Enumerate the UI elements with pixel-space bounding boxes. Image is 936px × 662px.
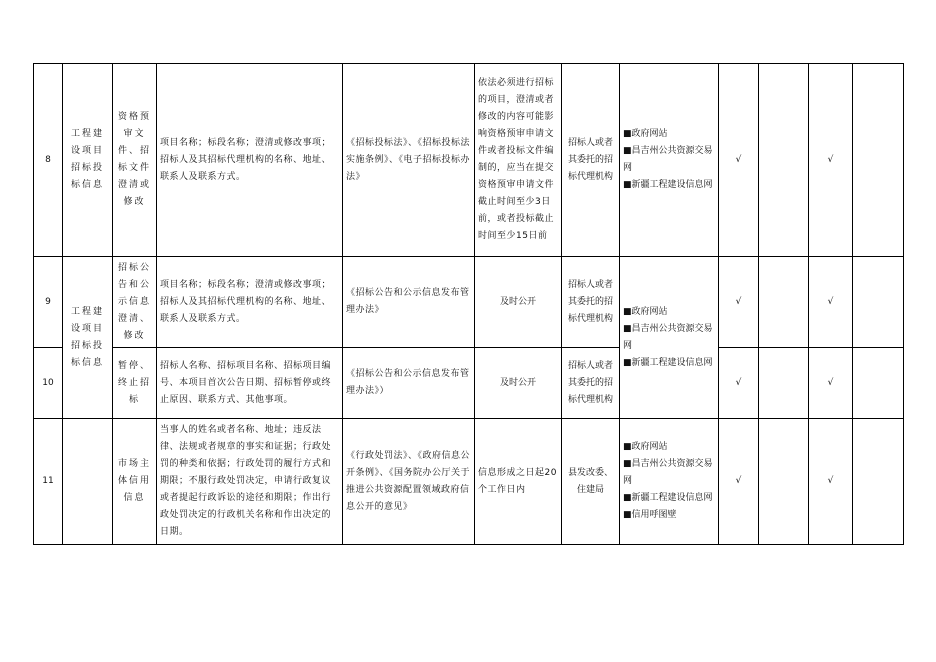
category-cell bbox=[63, 419, 113, 545]
channel-item: ■新疆工程建设信息网 bbox=[623, 493, 713, 503]
check-mark: √ bbox=[719, 419, 759, 545]
row-number: 10 bbox=[34, 348, 63, 419]
item-cell: 招标公告和公示信息澄清、修改 bbox=[113, 257, 157, 348]
subject-cell: 招标人或者其委托的招标代理机构 bbox=[562, 257, 620, 348]
content-cell: 当事人的姓名或者名称、地址；违反法律、法规或者规章的事实和证据；行政处罚的种类和依据；行政处罚的履行方式和期限；不服行政处罚决定，申请行政复议或者提起行政诉讼的途径和期限；作出行政处罚决定的行政机关名称和作出决定的日期。 bbox=[157, 419, 343, 545]
basis-cell: 《招标公告和公示信息发布管理办法》） bbox=[343, 348, 475, 419]
time-cell: 及时公开 bbox=[475, 257, 562, 348]
table-row bbox=[34, 348, 904, 419]
channel-item: ■昌吉州公共资源交易网 bbox=[623, 459, 713, 486]
channel-item: ■新疆工程建设信息网 bbox=[623, 180, 713, 190]
content-cell: 项目名称；标段名称；澄清或修改事项；招标人及其招标代理机构的名称、地址、联系人及联系方式。 bbox=[157, 64, 343, 257]
channel-item: ■政府网站 bbox=[623, 306, 668, 317]
basis-cell: 《行政处罚法》、《政府信息公开条例》、《国务院办公厅关于推进公共资源配置领域政府信息公开的意见》 bbox=[343, 419, 475, 545]
basis-cell: 《招标公告和公示信息发布管理办法》 bbox=[343, 257, 475, 348]
subject-cell: 招标人或者其委托的招标代理机构 bbox=[562, 64, 620, 257]
time-cell: 及时公开 bbox=[475, 348, 562, 419]
empty-cell bbox=[853, 257, 904, 348]
channel-item: ■信用呼图壁 bbox=[623, 510, 677, 520]
empty-cell bbox=[759, 348, 809, 419]
row-number: 9 bbox=[34, 257, 63, 348]
table-row bbox=[34, 419, 904, 545]
empty-cell bbox=[759, 419, 809, 545]
subject-cell: 县发改委、住建局 bbox=[562, 419, 620, 545]
empty-cell bbox=[853, 64, 904, 257]
check-mark: √ bbox=[809, 348, 853, 419]
channel-item: ■新疆工程建设信息网 bbox=[623, 357, 713, 368]
channel-item: ■昌吉州公共资源交易网 bbox=[623, 323, 713, 351]
empty-cell bbox=[759, 257, 809, 348]
channels-cell bbox=[620, 257, 719, 419]
empty-cell bbox=[853, 348, 904, 419]
category-cell: 工程建设项目招标投标信息 bbox=[63, 64, 113, 257]
row-number: 8 bbox=[34, 64, 63, 257]
channels-cell bbox=[620, 419, 719, 545]
channels-cell bbox=[620, 64, 719, 257]
row-number: 11 bbox=[34, 419, 63, 545]
check-mark: √ bbox=[809, 419, 853, 545]
category-cell: 工程建设项目招标投标信息 bbox=[63, 257, 113, 419]
item-cell: 暂停、终止招标 bbox=[113, 348, 157, 419]
check-mark: √ bbox=[809, 64, 853, 257]
empty-cell bbox=[759, 64, 809, 257]
channel-item: ■政府网站 bbox=[623, 442, 668, 452]
subject-cell: 招标人或者其委托的招标代理机构 bbox=[562, 348, 620, 419]
disclosure-table bbox=[33, 63, 904, 545]
time-cell: 信息形成之日起20个工作日内 bbox=[475, 419, 562, 545]
table-row bbox=[34, 257, 904, 348]
item-cell: 市场主体信用信息 bbox=[113, 419, 157, 545]
check-mark: √ bbox=[719, 348, 759, 419]
check-mark: √ bbox=[719, 257, 759, 348]
content-cell: 项目名称；标段名称；澄清或修改事项；招标人及其招标代理机构的名称、地址、联系人及联系方式。 bbox=[157, 257, 343, 348]
check-mark: √ bbox=[719, 64, 759, 257]
table-row bbox=[34, 64, 904, 257]
check-mark: √ bbox=[809, 257, 853, 348]
channel-item: ■昌吉州公共资源交易网 bbox=[623, 146, 713, 173]
basis-cell: 《招标投标法》、《招标投标法实施条例》、《电子招标投标办法》 bbox=[343, 64, 475, 257]
time-cell: 依法必须进行招标的项目，澄清或者修改的内容可能影响资格预审申请文件或者投标文件编制的，应当在提交资格预审申请文件截止时间至少3日前，或者投标截止时间至少15日前 bbox=[475, 64, 562, 257]
empty-cell bbox=[853, 419, 904, 545]
item-cell: 资格预审文件、招标文件澄清或修改 bbox=[113, 64, 157, 257]
channel-item: ■政府网站 bbox=[623, 129, 668, 139]
content-cell: 招标人名称、招标项目名称、招标项目编号、本项目首次公告日期、招标暂停或终止原因、联系方式、其他事项。 bbox=[157, 348, 343, 419]
